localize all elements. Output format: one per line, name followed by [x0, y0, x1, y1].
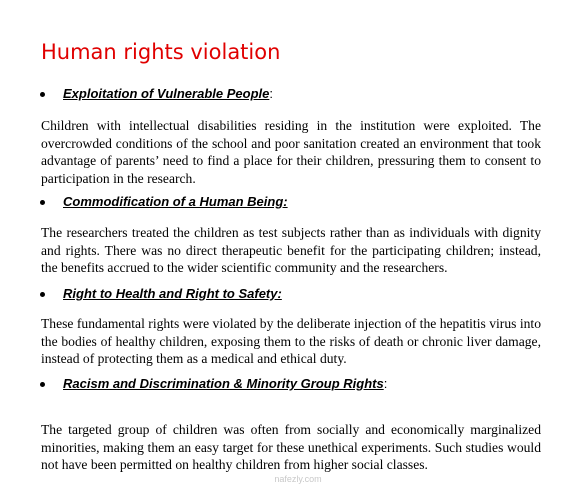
section-heading-row: [40, 84, 273, 104]
bullet-icon: [40, 92, 45, 97]
section-heading: Right to Health and Right to Safety:: [63, 286, 282, 301]
heading-colon: :: [383, 376, 388, 391]
section-heading-row: [40, 374, 387, 394]
bullet-icon: [40, 382, 45, 387]
page-title: Human rights violation: [41, 40, 281, 64]
section-heading: Racism and Discrimination & Minority Group Rights: [63, 376, 384, 391]
section-paragraph: The targeted group of children was often from socially and economically marginalized minorities, making them an easy target for these unethical experiments. Such studies would not have been permitted on healthy children from higher social classes.: [41, 422, 541, 472]
bullet-icon: [40, 292, 45, 297]
section-heading: Exploitation of Vulnerable People: [63, 86, 270, 101]
section-paragraph: Children with intellectual disabilities residing in the institution were exploited. The overcrowded conditions of the school and poor sanitation created an environment that took advantage of parents’ need to find a place for their children, pressuring them to consent to participation in the research.: [41, 118, 541, 186]
watermark-text: nafezly.com: [274, 474, 322, 484]
section-heading-row: [40, 192, 288, 212]
section-heading: Commodification of a Human Being:: [63, 194, 288, 209]
section-paragraph: These fundamental rights were violated by the deliberate injection of the hepatitis virus into the bodies of healthy children, exposing them to the risks of death or chronic liver damage, instead of protecting them as a medical and ethical duty.: [41, 316, 541, 366]
bullet-icon: [40, 200, 45, 205]
section-paragraph: The researchers treated the children as test subjects rather than as individuals with dignity and rights. There was no direct therapeutic benefit for the participating children; instead, the benefits accrued to the wider scientific community and the researchers.: [41, 225, 541, 275]
heading-colon: :: [269, 86, 273, 101]
section-heading-row: [40, 284, 282, 304]
